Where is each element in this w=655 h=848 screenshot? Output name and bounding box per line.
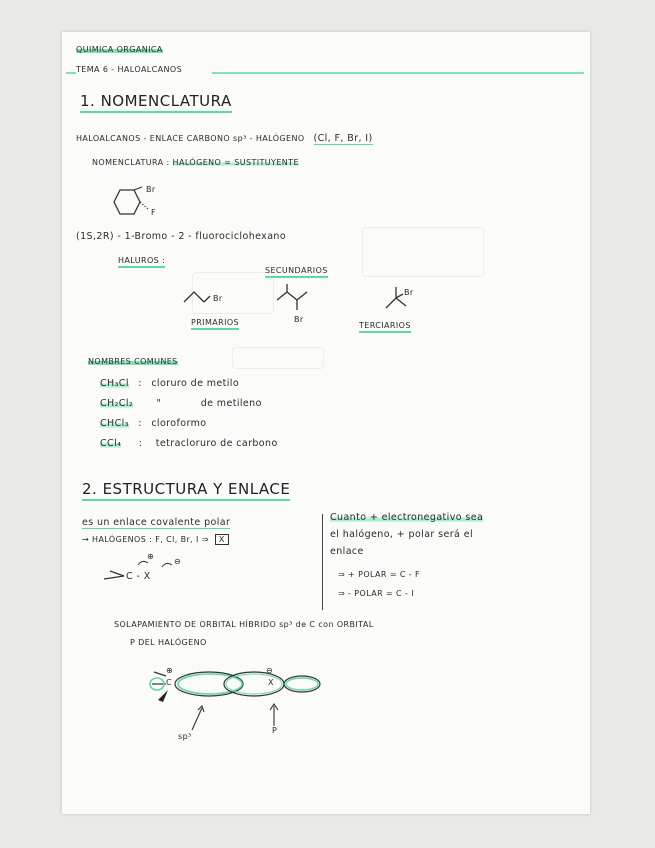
more-polar-rule: ⇒ + POLAR = C - F — [338, 570, 421, 579]
tertiary-label: TERCIARIOS — [359, 321, 411, 333]
electroneg-line-2: el halógeno, + polar será el — [330, 529, 473, 540]
compound-name: cloruro de metilo — [151, 378, 240, 389]
topic-underline — [66, 72, 76, 74]
secondary-br-label: Br — [294, 315, 304, 324]
primary-br-label: Br — [213, 294, 223, 303]
secondary-label: SECUNDARIOS — [265, 266, 328, 278]
section-2-title: 2. ESTRUCTURA Y ENLACE — [82, 480, 290, 501]
naming-text — [92, 158, 299, 167]
overlap-line-2: P DEL HALÓGENO — [130, 638, 207, 647]
halogen-list: (Cl, F, Br, I) — [313, 133, 373, 144]
halogen-box: X — [215, 534, 229, 545]
label-c: C — [166, 678, 172, 687]
formula: CCl₄ — [100, 438, 122, 449]
bleed-through-box — [232, 347, 324, 369]
column-divider — [322, 514, 323, 610]
less-polar-rule: ⇒ - POLAR = C - I — [338, 589, 414, 598]
naming-label: NOMENCLATURA : — [92, 158, 170, 167]
compound-name: cloroformo — [151, 418, 207, 429]
subject-title: QUIMICA ORGANICA — [76, 45, 163, 54]
definition-text — [76, 133, 373, 144]
formula: CH₂Cl₂ — [100, 398, 134, 409]
charge-plus-orbital: ⊕ — [166, 666, 174, 675]
example-name: (1S,2R) - 1-Bromo - 2 - fluorociclohexano — [76, 231, 287, 242]
electroneg-line-3: enlace — [330, 546, 364, 557]
bond-type-text: es un enlace covalente polar — [82, 517, 231, 528]
label-sp3: sp³ — [178, 732, 192, 741]
separator: " — [156, 398, 162, 409]
label-x: X — [268, 678, 274, 687]
formula: CHCl₃ — [100, 418, 129, 429]
list-item — [100, 398, 262, 409]
list-item — [100, 378, 239, 389]
orbital-overlap-diagram — [144, 662, 344, 742]
halogens-text: → HALÓGENOS : F, Cl, Br, I ⇒ — [82, 535, 209, 544]
topic-title: TEMA 6 - HALOALCANOS — [76, 65, 183, 74]
bond-formula: C - X — [126, 571, 151, 582]
electroneg-line-1 — [330, 512, 483, 523]
section-1-title: 1. NOMENCLATURA — [80, 92, 232, 113]
overlap-line-1: SOLAPAMIENTO DE ORBITAL HÍBRIDO sp³ de C con ORBITAL — [114, 620, 374, 629]
topic-underline — [212, 72, 584, 74]
halogens-line — [82, 535, 229, 544]
primary-halide-structure — [182, 284, 232, 314]
separator: : — [138, 438, 143, 449]
primary-label: PRIMARIOS — [191, 318, 239, 330]
separator: : — [138, 378, 142, 389]
common-names-title: NOMBRES COMUNES — [88, 357, 178, 366]
bleed-through-box — [362, 227, 484, 277]
naming-rule: HALÓGENO = SUSTITUYENTE — [172, 158, 299, 167]
label-p: P — [272, 726, 278, 735]
list-item — [100, 418, 206, 429]
electroneg-text: Cuanto + electronegativo sea — [330, 512, 484, 523]
compound-name: tetracloruro de carbono — [155, 438, 278, 449]
molecule-f-label: F — [151, 208, 157, 217]
list-item — [100, 438, 278, 449]
compound-name: de metileno — [200, 398, 262, 409]
charge-plus: ⊕ — [147, 552, 155, 561]
separator: : — [138, 418, 142, 429]
tertiary-br-label: Br — [404, 288, 414, 297]
molecule-br-label: Br — [146, 185, 156, 194]
charge-minus: ⊖ — [174, 557, 182, 566]
notebook-page — [62, 32, 590, 814]
formula: CH₃Cl — [100, 378, 129, 389]
definition-main: HALOALCANOS - ENLACE CARBONO sp³ - HALÓGENO — [76, 134, 305, 143]
halides-label: HALUROS : — [118, 256, 165, 268]
charge-minus-orbital: ⊖ — [266, 666, 274, 675]
